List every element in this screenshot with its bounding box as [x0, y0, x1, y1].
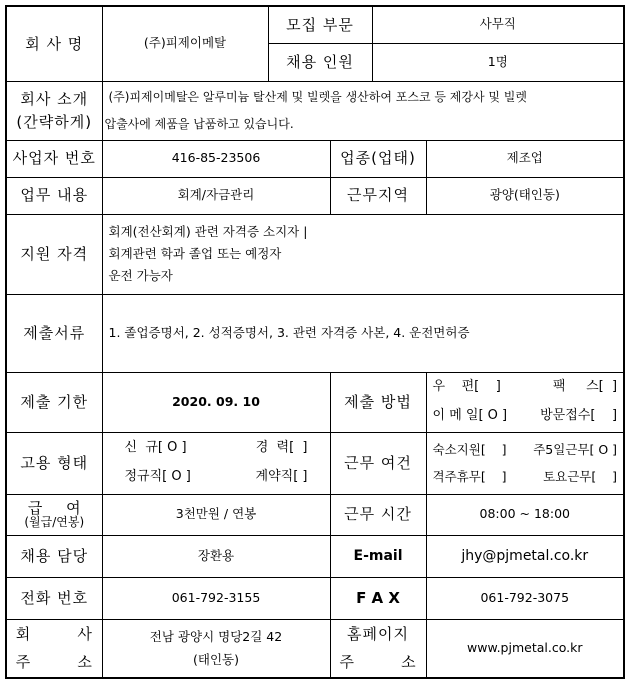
conditions	[426, 432, 624, 494]
method-email: 이 메 일[ O ]	[432, 408, 508, 423]
emp-new: 신 규[ O ]	[124, 440, 187, 456]
industry-label: 업종(업태)	[330, 140, 426, 177]
salary-label	[6, 494, 102, 535]
intro-line: (주)피제이메탈은 알루미늄 탈산제 및 빌렛을 생산하여 포스코 등 제강사 및 빌렛	[108, 90, 527, 105]
biz-no-label: 사업자 번호	[6, 140, 102, 177]
biz-no: 416-85-23506	[102, 140, 330, 177]
deadline: 2020. 09. 10	[102, 372, 330, 432]
docs: 1. 졸업증명서, 2. 성적증명서, 3. 관련 자격증 사본, 4. 운전면허증	[102, 294, 624, 372]
company-name-label: 회 사 명	[6, 6, 102, 81]
job-posting-table	[5, 5, 625, 679]
email[interactable]: jhy@pjmetal.co.kr	[426, 535, 624, 577]
company-intro	[102, 81, 624, 140]
contact: 장환용	[102, 535, 330, 577]
salary-label-line: 급 여	[27, 499, 81, 517]
homepage[interactable]: www.pjmetal.co.kr	[426, 619, 624, 678]
homepage-label-line: 주 소	[339, 653, 417, 672]
method-visit: 방문접수[ ]	[540, 408, 618, 423]
homepage-label	[330, 619, 426, 678]
address-line: 전남 광양시 명당2길 42	[149, 628, 283, 644]
address-label-line: 주 소	[15, 653, 93, 672]
conditions-label: 근무 여건	[330, 432, 426, 494]
method-fax: 팩 스[ ]	[552, 379, 618, 395]
docs-label: 제출서류	[6, 294, 102, 372]
submission-methods	[426, 372, 624, 432]
emp-types	[102, 432, 330, 494]
address-line: (태인동)	[193, 652, 239, 668]
company-name: (주)피제이메탈	[102, 6, 268, 81]
email-label: E-mail	[330, 535, 426, 577]
qual-item: 회계관련 학과 졸업 또는 예정자	[108, 246, 282, 262]
job: 회계/자금관리	[102, 177, 330, 214]
intro-line: 압출사에 제품을 납품하고 있습니다.	[104, 116, 294, 131]
qual-label: 지원 자격	[6, 214, 102, 294]
salary: 3천만원 / 연봉	[102, 494, 330, 535]
headcount-label: 채용 인원	[268, 43, 372, 81]
location: 광양(태인동)	[426, 177, 624, 214]
qualifications	[102, 214, 624, 294]
intro-label-line: 회사 소개	[20, 90, 89, 108]
phone: 061-792-3155	[102, 577, 330, 619]
recruit-dept-label: 모집 부문	[268, 6, 372, 43]
contact-label: 채용 담당	[6, 535, 102, 577]
homepage-label-line: 홈페이지	[347, 624, 409, 643]
emp-permanent: 정규직[ O ]	[124, 469, 191, 484]
fax: 061-792-3075	[426, 577, 624, 619]
intro-label	[6, 81, 102, 140]
cond-saturday: 토요근무[ ]	[543, 469, 618, 484]
deadline-label: 제출 기한	[6, 372, 102, 432]
emp-experienced: 경 력[ ]	[255, 440, 308, 456]
cond-5day: 주5일근무[ O ]	[533, 441, 618, 457]
method-label: 제출 방법	[330, 372, 426, 432]
hours: 08:00 ~ 18:00	[426, 494, 624, 535]
cond-biweekly: 격주휴무[ ]	[432, 469, 507, 484]
emp-contract: 계약직[ ]	[255, 469, 308, 484]
salary-label-line: (월급/연봉)	[24, 515, 85, 529]
industry: 제조업	[426, 140, 624, 177]
emp-type-label: 고용 형태	[6, 432, 102, 494]
method-post: 우 편[ ]	[432, 379, 501, 395]
intro-label-line: (간략하게)	[16, 112, 93, 131]
address-label-line: 회 사	[15, 624, 93, 643]
address-label	[6, 619, 102, 678]
recruit-dept: 사무직	[372, 6, 624, 43]
headcount: 1명	[372, 43, 624, 81]
phone-label: 전화 번호	[6, 577, 102, 619]
cond-housing: 숙소지원[ ]	[432, 441, 507, 457]
address	[102, 619, 330, 678]
hours-label: 근무 시간	[330, 494, 426, 535]
qual-item: 회계(전산회계) 관련 자격증 소지자 |	[108, 224, 308, 240]
qual-item: 운전 가능자	[108, 267, 173, 283]
job-label: 업무 내용	[6, 177, 102, 214]
fax-label: F A X	[330, 577, 426, 619]
location-label: 근무지역	[330, 177, 426, 214]
